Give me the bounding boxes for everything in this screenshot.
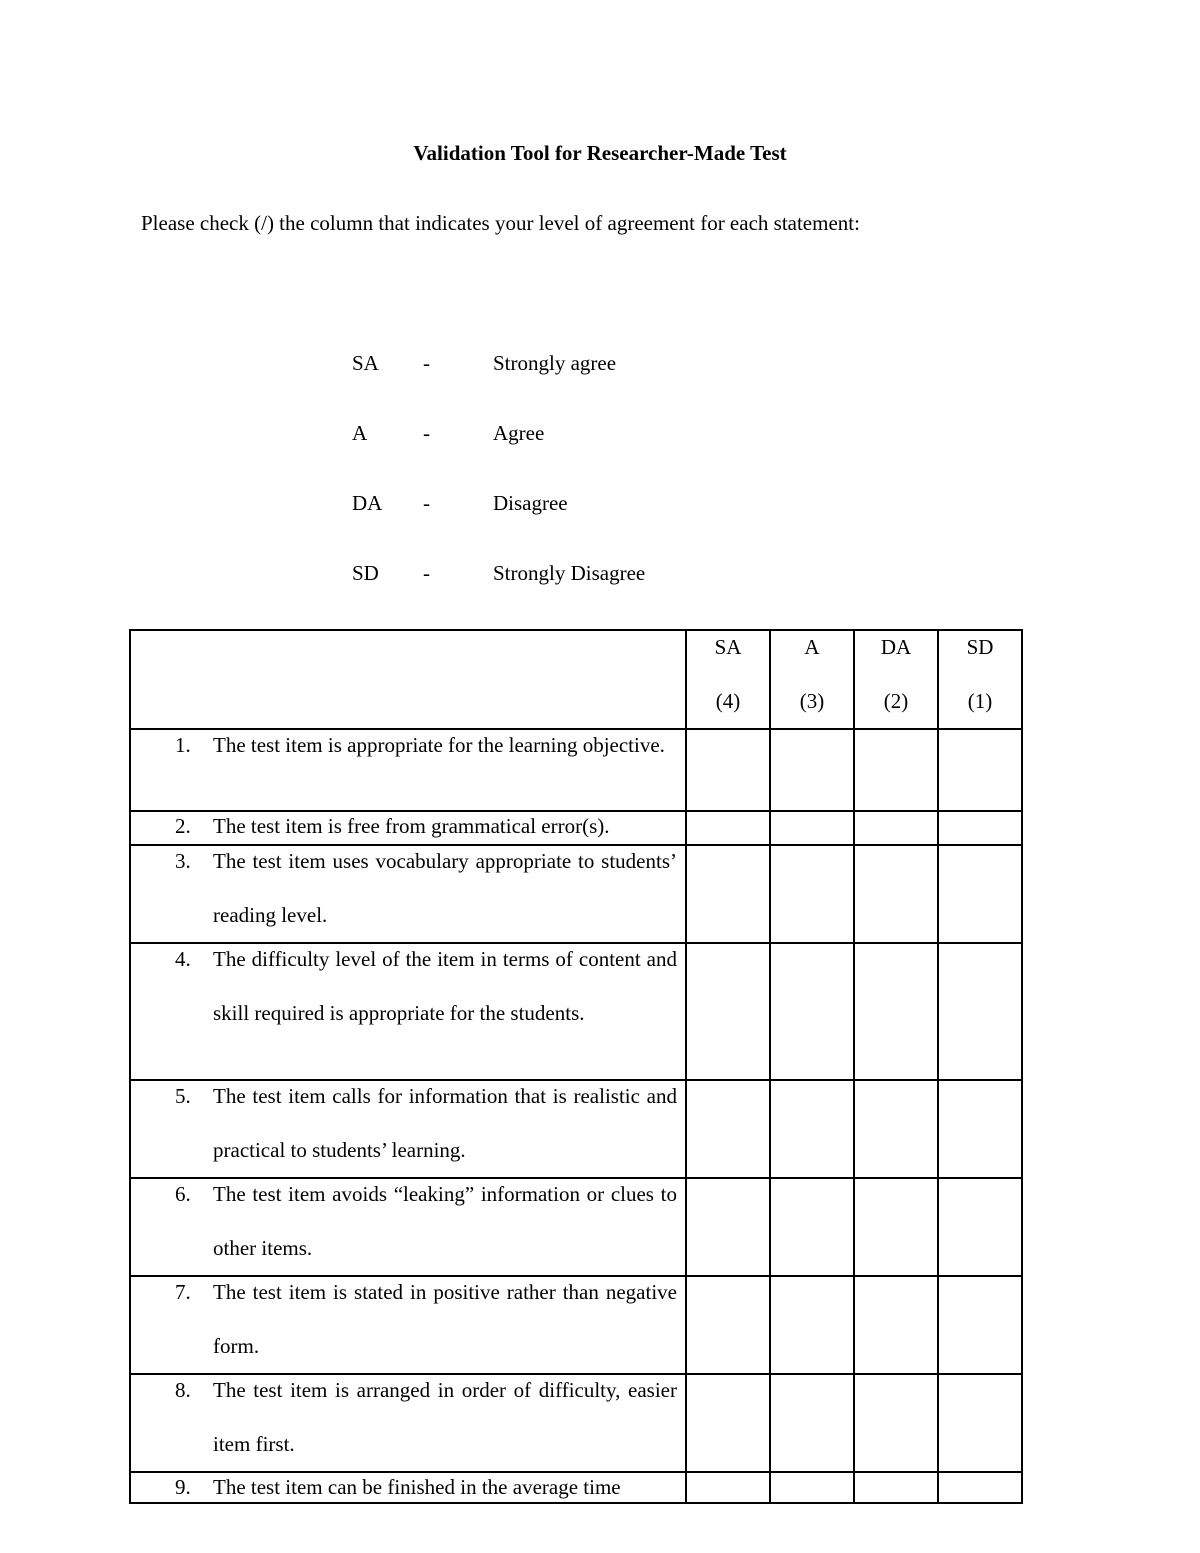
- item-statement: The test item is stated in positive rather than negative form.: [213, 1280, 677, 1358]
- table-row: [130, 943, 1022, 1080]
- rating-cell-da[interactable]: [854, 1178, 938, 1276]
- legend-dash: -: [423, 421, 430, 445]
- rating-cell-sa[interactable]: [686, 943, 770, 1080]
- rating-cell-da[interactable]: [854, 1080, 938, 1178]
- column-score: (4): [715, 689, 741, 713]
- rating-cell-sa[interactable]: [686, 1178, 770, 1276]
- item-number: 7.: [175, 1280, 191, 1304]
- legend-meaning: Strongly agree: [493, 351, 617, 375]
- table-row: [130, 845, 1022, 943]
- table-row: [130, 1178, 1022, 1276]
- legend-abbr: SA: [352, 351, 379, 375]
- rating-cell-a[interactable]: [770, 1080, 854, 1178]
- column-label: SD: [966, 635, 994, 659]
- table-row: [130, 1276, 1022, 1374]
- statement-header-cell: [130, 630, 686, 729]
- rating-cell-da[interactable]: [854, 1374, 938, 1472]
- column-label: SA: [714, 635, 742, 659]
- item-number: 4.: [175, 947, 191, 971]
- rating-cell-sd[interactable]: [938, 1178, 1022, 1276]
- item-statement: The test item uses vocabulary appropriate to students’ reading level.: [213, 849, 677, 927]
- item-statement: The test item is free from grammatical error(s).: [213, 814, 610, 838]
- column-header-a: [770, 630, 854, 729]
- rating-cell-sd[interactable]: [938, 845, 1022, 943]
- item-number: 8.: [175, 1378, 191, 1402]
- item-number: 1.: [175, 733, 191, 757]
- rating-cell-sd[interactable]: [938, 943, 1022, 1080]
- column-header-sa: [686, 630, 770, 729]
- table-row: [130, 1374, 1022, 1472]
- rating-cell-sd[interactable]: [938, 811, 1022, 845]
- legend-abbr: SD: [352, 561, 379, 585]
- item-statement: The difficulty level of the item in terms of content and skill required is appropriate for the students.: [213, 947, 677, 1025]
- table-row: [130, 729, 1022, 811]
- item-statement: The test item calls for information that is realistic and practical to students’ learning.: [213, 1084, 677, 1162]
- validation-table: [129, 629, 1023, 1504]
- rating-cell-sa[interactable]: [686, 845, 770, 943]
- rating-cell-sd[interactable]: [938, 1472, 1022, 1503]
- legend-meaning: Disagree: [493, 491, 568, 515]
- page-title: Validation Tool for Researcher-Made Test: [413, 141, 787, 165]
- legend-meaning: Agree: [493, 421, 545, 445]
- item-number: 6.: [175, 1182, 191, 1206]
- statement-cell: [130, 729, 686, 811]
- statement-cell: [130, 1080, 686, 1178]
- legend-meaning: Strongly Disagree: [493, 561, 646, 585]
- legend-abbr: A: [352, 421, 368, 445]
- table-row: [130, 1472, 1022, 1503]
- statement-cell: [130, 845, 686, 943]
- rating-cell-a[interactable]: [770, 811, 854, 845]
- rating-cell-sa[interactable]: [686, 729, 770, 811]
- column-score: (2): [883, 689, 909, 713]
- rating-cell-sa[interactable]: [686, 811, 770, 845]
- legend-dash: -: [423, 491, 430, 515]
- rating-cell-sa[interactable]: [686, 1276, 770, 1374]
- rating-cell-da[interactable]: [854, 729, 938, 811]
- legend-dash: -: [423, 351, 430, 375]
- statement-cell: [130, 1374, 686, 1472]
- rating-cell-a[interactable]: [770, 1374, 854, 1472]
- rating-cell-da[interactable]: [854, 943, 938, 1080]
- rating-cell-a[interactable]: [770, 943, 854, 1080]
- table-row: [130, 1080, 1022, 1178]
- statement-cell: [130, 943, 686, 1080]
- item-number: 3.: [175, 849, 191, 873]
- rating-cell-sd[interactable]: [938, 1080, 1022, 1178]
- item-number: 2.: [175, 814, 191, 838]
- instruction-text: Please check (/) the column that indicates your level of agreement for each statement:: [141, 211, 860, 235]
- legend-abbr: DA: [352, 491, 383, 515]
- rating-cell-a[interactable]: [770, 729, 854, 811]
- legend-dash: -: [423, 561, 430, 585]
- column-label: A: [804, 635, 820, 659]
- rating-cell-sd[interactable]: [938, 1374, 1022, 1472]
- item-statement: The test item is arranged in order of difficulty, easier item first.: [213, 1378, 677, 1456]
- rating-cell-a[interactable]: [770, 845, 854, 943]
- item-number: 5.: [175, 1084, 191, 1108]
- rating-cell-sa[interactable]: [686, 1374, 770, 1472]
- statement-cell: [130, 1276, 686, 1374]
- item-statement: The test item can be finished in the average time: [213, 1475, 621, 1499]
- rating-cell-a[interactable]: [770, 1472, 854, 1503]
- rating-cell-sd[interactable]: [938, 1276, 1022, 1374]
- rating-cell-sd[interactable]: [938, 729, 1022, 811]
- rating-cell-a[interactable]: [770, 1276, 854, 1374]
- statement-cell: [130, 1472, 686, 1503]
- table-header-row: [130, 630, 1022, 729]
- column-score: (3): [799, 689, 825, 713]
- column-label: DA: [880, 635, 912, 659]
- rating-cell-a[interactable]: [770, 1178, 854, 1276]
- column-header-da: [854, 630, 938, 729]
- rating-cell-da[interactable]: [854, 1276, 938, 1374]
- column-score: (1): [967, 689, 993, 713]
- item-statement: The test item avoids “leaking” information or clues to other items.: [213, 1182, 677, 1260]
- rating-cell-da[interactable]: [854, 845, 938, 943]
- item-statement: The test item is appropriate for the learning objective.: [213, 733, 665, 757]
- rating-cell-sa[interactable]: [686, 1472, 770, 1503]
- rating-cell-sa[interactable]: [686, 1080, 770, 1178]
- statement-cell: [130, 1178, 686, 1276]
- item-number: 9.: [175, 1475, 191, 1499]
- rating-cell-da[interactable]: [854, 811, 938, 845]
- column-header-sd: [938, 630, 1022, 729]
- rating-cell-da[interactable]: [854, 1472, 938, 1503]
